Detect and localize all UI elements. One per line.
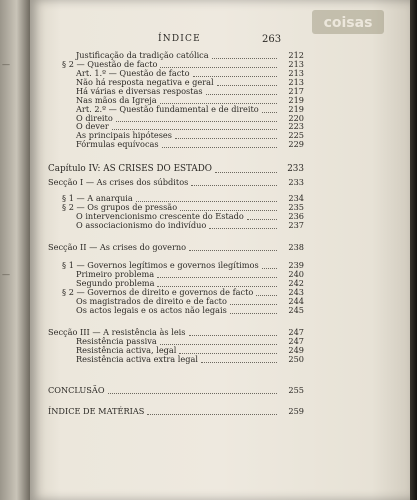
watermark-logo xyxy=(312,10,384,34)
leader-dots xyxy=(209,222,277,229)
toc-entry-page: 242 xyxy=(288,278,304,288)
toc-entry-page: 229 xyxy=(288,139,304,149)
toc-entry-page: 213 xyxy=(288,59,304,69)
watermark-text: coisas xyxy=(323,15,373,31)
toc-entry-page: 233 xyxy=(287,164,304,174)
facing-page-edge xyxy=(0,0,30,500)
toc-entry-page: 240 xyxy=(288,269,304,279)
toc-entry-label: Primeiro problema xyxy=(76,269,155,279)
leader-dots xyxy=(160,97,277,104)
toc-entry xyxy=(76,220,304,230)
toc-entry-label: Secção I — As crises dos súbditos xyxy=(48,177,189,187)
toc-entry-label: § 1 — Governos legítimos e governos ilegítimos xyxy=(62,260,259,270)
page-title: ÍNDICE xyxy=(158,34,201,44)
section-entry xyxy=(48,242,304,252)
toc-entry-page: 247 xyxy=(288,327,304,337)
leader-dots xyxy=(180,204,277,211)
toc-entry xyxy=(76,139,304,149)
toc-entry-label: Não há resposta negativa e geral xyxy=(76,77,214,87)
toc-entry-label: § 2 — Os grupos de pressão xyxy=(62,202,178,212)
toc-entry-label: Resistência activa, legal xyxy=(76,345,177,355)
toc-entry-page: 247 xyxy=(288,336,304,346)
leader-dots xyxy=(212,52,277,59)
toc-entry-label: Fórmulas equívocas xyxy=(76,139,159,149)
toc-entry-page: 255 xyxy=(288,385,304,395)
toc-entry-page: 219 xyxy=(288,104,304,114)
leader-dots xyxy=(160,61,277,68)
toc-entry-label: § 1 — A anarquia xyxy=(62,193,133,203)
toc-entry-page: 219 xyxy=(288,95,304,105)
leader-dots xyxy=(247,213,277,220)
leader-dots xyxy=(262,262,277,269)
chapter-entry xyxy=(48,164,304,174)
leader-dots xyxy=(147,408,277,415)
toc-entry-page: 259 xyxy=(288,406,304,416)
leader-dots xyxy=(136,195,277,202)
leader-dots xyxy=(157,280,277,287)
toc-entry-label: Justificação da tradição católica xyxy=(76,50,209,60)
toc-entry-label: O dever xyxy=(76,121,109,131)
leader-dots xyxy=(256,289,277,296)
watermark-text-graphic xyxy=(315,12,381,32)
toc-entry-page: 225 xyxy=(288,130,304,140)
toc-entry-label: Secção II — As crises do governo xyxy=(48,242,187,252)
toc-entry-page: 212 xyxy=(288,50,304,60)
leader-dots xyxy=(179,347,277,354)
leader-dots xyxy=(217,79,277,86)
toc-entry-label: § 2 — Questão de facto xyxy=(62,59,158,69)
leader-dots xyxy=(189,329,278,336)
leader-dots xyxy=(262,106,277,113)
leader-dots xyxy=(112,123,277,130)
toc-entry-label: Os magistrados de direito e de facto xyxy=(76,296,227,306)
toc-entry-label: O intervencionismo crescente do Estado xyxy=(76,211,244,221)
toc-entry-page: 236 xyxy=(288,211,304,221)
leader-dots xyxy=(160,338,277,345)
toc-entry-page: 235 xyxy=(288,202,304,212)
toc-entry-page: 245 xyxy=(288,305,304,315)
leader-dots xyxy=(230,298,277,305)
toc-entry xyxy=(76,305,304,315)
leader-dots xyxy=(189,244,277,251)
leader-dots xyxy=(162,141,277,148)
toc-entry-label: Há várias e diversas respostas xyxy=(76,86,203,96)
toc-entry xyxy=(76,354,304,364)
leader-dots xyxy=(191,179,277,186)
toc-entry-label: § 2 — Governos de direito e governos de facto xyxy=(62,287,254,297)
toc-entry-label: O direito xyxy=(76,113,113,123)
toc-entry-label: As principais hipóteses xyxy=(76,130,172,140)
toc-entry-page: 244 xyxy=(288,296,304,306)
toc-entry-page: 237 xyxy=(288,220,304,230)
toc-entry-label: Nas mãos da Igreja xyxy=(76,95,157,105)
toc-entry-label: Segundo problema xyxy=(76,278,155,288)
toc-entry-label: Resistência activa extra legal xyxy=(76,354,198,364)
major-entry xyxy=(48,385,304,395)
toc-entry-label: Art. 2.º — Questão fundamental e de direito xyxy=(76,104,259,114)
facing-page-mark: — xyxy=(2,270,11,279)
toc-entry-page: 243 xyxy=(288,287,304,297)
section-entry xyxy=(48,177,304,187)
leader-dots xyxy=(201,356,277,363)
major-entry xyxy=(48,406,304,416)
toc-entry-label: Os actos legais e os actos não legais xyxy=(76,305,227,315)
toc-entry-label: Art. 1.º — Questão de facto xyxy=(76,68,190,78)
toc-entry-page: 223 xyxy=(288,121,304,131)
toc-entry-page: 250 xyxy=(288,354,304,364)
toc-entry-label: Secção III — A resistência às leis xyxy=(48,327,186,337)
leader-dots xyxy=(193,70,277,77)
facing-page-mark: — xyxy=(2,60,11,69)
toc-entry-page: 220 xyxy=(288,113,304,123)
page-number: 263 xyxy=(262,34,282,45)
leader-dots xyxy=(175,132,277,139)
toc-entry-page: 234 xyxy=(288,193,304,203)
toc-entry-page: 233 xyxy=(288,177,304,187)
toc-entry-page: 238 xyxy=(288,242,304,252)
leader-dots xyxy=(215,166,277,173)
toc-entry-page: 239 xyxy=(288,260,304,270)
toc-entry-label: CONCLUSÃO xyxy=(48,385,105,395)
leader-dots xyxy=(230,307,277,314)
leader-dots xyxy=(108,387,277,394)
toc-entry-label: O associacionismo do indivíduo xyxy=(76,220,207,230)
leader-dots xyxy=(157,271,277,278)
toc-entry-page: 249 xyxy=(288,345,304,355)
toc-entry-page: 217 xyxy=(288,86,304,96)
page-edge-shadow xyxy=(410,0,417,500)
toc-entry-page: 213 xyxy=(288,68,304,78)
toc-entry-label: Resistência passiva xyxy=(76,336,157,346)
toc-entry-label: ÍNDICE DE MATÉRIAS xyxy=(48,406,145,416)
toc-entry-page: 213 xyxy=(288,77,304,87)
toc-entry-label: Capítulo IV: AS CRISES DO ESTADO xyxy=(48,164,213,174)
leader-dots xyxy=(206,88,277,95)
